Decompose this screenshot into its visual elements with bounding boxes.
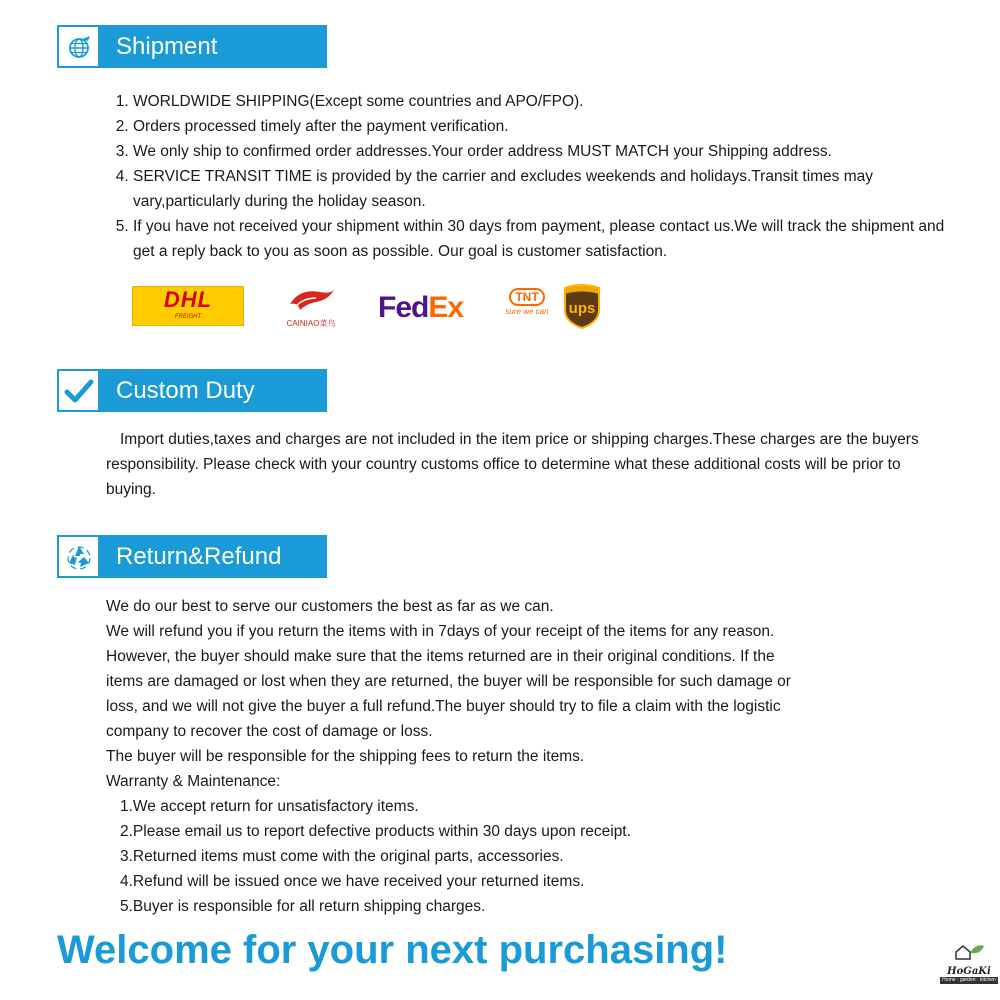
return-refund-text: [106, 594, 966, 919]
list-item: 3. We only ship to confirmed order addresses.Your order address MUST MATCH your Shipping address.: [133, 139, 963, 164]
ups-logo: ups: [562, 284, 602, 335]
paragraph: We do our best to serve our customers the best as far as we can.: [106, 598, 554, 615]
return-refund-title: Return&Refund: [100, 535, 327, 578]
checkmark-icon: [57, 369, 100, 412]
paragraph: The buyer will be responsible for the shipping fees to return the items.: [106, 748, 585, 765]
list-item: 4. SERVICE TRANSIT TIME is provided by the carrier and excludes weekends and holidays.Transit times may vary,particularly during the holiday season.: [133, 164, 963, 214]
brand-tagline: Home · garden · kitchen: [940, 977, 998, 984]
paragraph: items are damaged or lost when they are returned, the buyer will be responsible for such damage or: [106, 673, 791, 690]
globe-plane-icon: [57, 25, 100, 68]
cainiao-bird-icon: [286, 286, 336, 314]
shipment-list: [113, 89, 963, 264]
shipment-header: [57, 25, 327, 68]
list-item: 2. Orders processed timely after the payment verification.: [133, 114, 963, 139]
paragraph: loss, and we will not give the buyer a full refund.The buyer should try to file a claim with the logistic: [106, 698, 781, 715]
custom-duty-header: [57, 369, 327, 412]
list-item: 1. WORLDWIDE SHIPPING(Except some countries and APO/FPO).: [133, 89, 963, 114]
house-leaf-icon: [952, 943, 986, 961]
custom-duty-text: Import duties,taxes and charges are not included in the item price or shipping charges.These charges are the buyers responsibility. Please check with your country customs office to determine what these additional costs will be prior to buying.: [106, 431, 919, 498]
list-item: 5. If you have not received your shipment within 30 days from payment, please contact us.We will track the shipment and get a reply back to you as soon as possible. Our goal is customer satisfaction.: [133, 214, 963, 264]
brand-name: HoGaKi: [947, 966, 991, 977]
list-item: 5.Buyer is responsible for all return shipping charges.: [120, 898, 486, 915]
welcome-banner: Welcome for your next purchasing!: [57, 928, 728, 972]
dhl-logo: DHL FREIGHT: [132, 286, 244, 326]
warranty-heading: Warranty & Maintenance:: [106, 773, 281, 790]
return-refund-header: [57, 535, 327, 578]
recycle-icon: [57, 535, 100, 578]
list-item: 1.We accept return for unsatisfactory items.: [120, 798, 419, 815]
cainiao-logo: CAINIAO菜鸟: [276, 286, 346, 332]
list-item: 2.Please email us to report defective products within 30 days upon receipt.: [120, 823, 631, 840]
brand-logo: [940, 943, 998, 989]
tnt-logo: TNT sure we can: [505, 290, 549, 316]
carrier-logos: [130, 284, 610, 334]
warranty-list: [106, 794, 966, 919]
paragraph: company to recover the cost of damage or loss.: [106, 723, 433, 740]
paragraph: However, the buyer should make sure that the items returned are in their original conditions. If the: [106, 648, 775, 665]
shipment-title: Shipment: [100, 25, 327, 68]
list-item: 3.Returned items must come with the original parts, accessories.: [120, 848, 564, 865]
fedex-logo: FedEx: [378, 291, 464, 324]
custom-duty-title: Custom Duty: [100, 369, 327, 412]
paragraph: We will refund you if you return the items with in 7days of your receipt of the items for any reason.: [106, 623, 775, 640]
list-item: 4.Refund will be issued once we have received your returned items.: [120, 873, 585, 890]
